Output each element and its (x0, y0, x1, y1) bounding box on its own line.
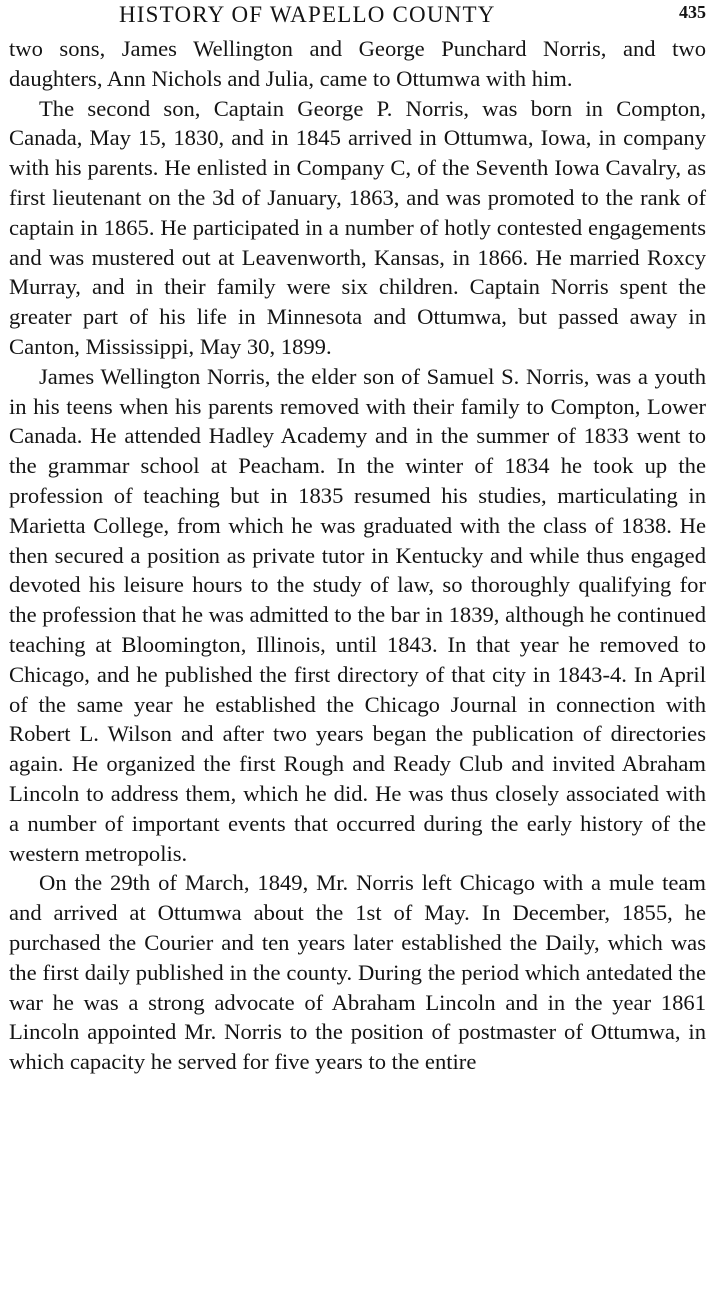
paragraph-james-norris: James Wellington Norris, the elder son of Samuel S. Norris, was a youth in his teens when his parents removed with their family to Compton, Lower Canada. He attended Hadley Academy and in the summer of 1833 went to the grammar school at Peacham. In the winter of 1834 he took up the profession of teaching but in 1835 resumed his studies, marticulating in Marietta College, from which he was graduated with the class of 1838. He then secured a position as private tutor in Kentucky and while thus engaged devoted his leisure hours to the study of law, so thoroughly qualifying for the profession that he was admitted to the bar in 1839, although he continued teaching at Bloomington, Illinois, until 1843. In that year he removed to Chicago, and he published the first directory of that city in 1843-4. In April of the same year he established the Chicago Journal in connection with Robert L. Wilson and after two years began the publication of directories again. He organized the first Rough and Ready Club and invited Abraham Lincoln to address them, which he did. He was thus closely associated with a number of important events that occurred during the early history of the western metropolis. (9, 363, 706, 866)
paragraph-continued: two sons, James Wellington and George Punchard Norris, and two daughters, Ann Nichols and Julia, came to Ottumwa with him. (9, 36, 706, 91)
page-number: 435 (679, 2, 706, 22)
running-header (9, 0, 706, 34)
page-title: HISTORY OF WAPELLO COUNTY (119, 2, 496, 27)
paragraph-george-norris: The second son, Captain George P. Norris, was born in Compton, Canada, May 15, 1830, and in 1845 arrived in Ottumwa, Iowa, in company with his parents. He enlisted in Company C, of the Seventh Iowa Cavalry, as first lieutenant on the 3d of January, 1863, and was promoted to the rank of captain in 1865. He participated in a number of hotly contested engagements and was mustered out at Leavenworth, Kansas, in 1866. He married Roxcy Murray, and in their family were six children. Captain Norris spent the greater part of his life in Minnesota and Ottumwa, but passed away in Canton, Mississippi, May 30, 1899. (9, 95, 706, 359)
paragraph-ottumwa-arrival: On the 29th of March, 1849, Mr. Norris left Chicago with a mule team and arrived at Ottumwa about the 1st of May. In December, 1855, he purchased the Courier and ten years later established the Daily, which was the first daily published in the county. During the period which antedated the war he was a strong advocate of Abraham Lincoln and in the year 1861 Lincoln appointed Mr. Norris to the position of postmaster of Ottumwa, in which capacity he served for five years to the entire (9, 870, 706, 1075)
body-text (9, 34, 706, 1077)
book-page (9, 0, 706, 1077)
